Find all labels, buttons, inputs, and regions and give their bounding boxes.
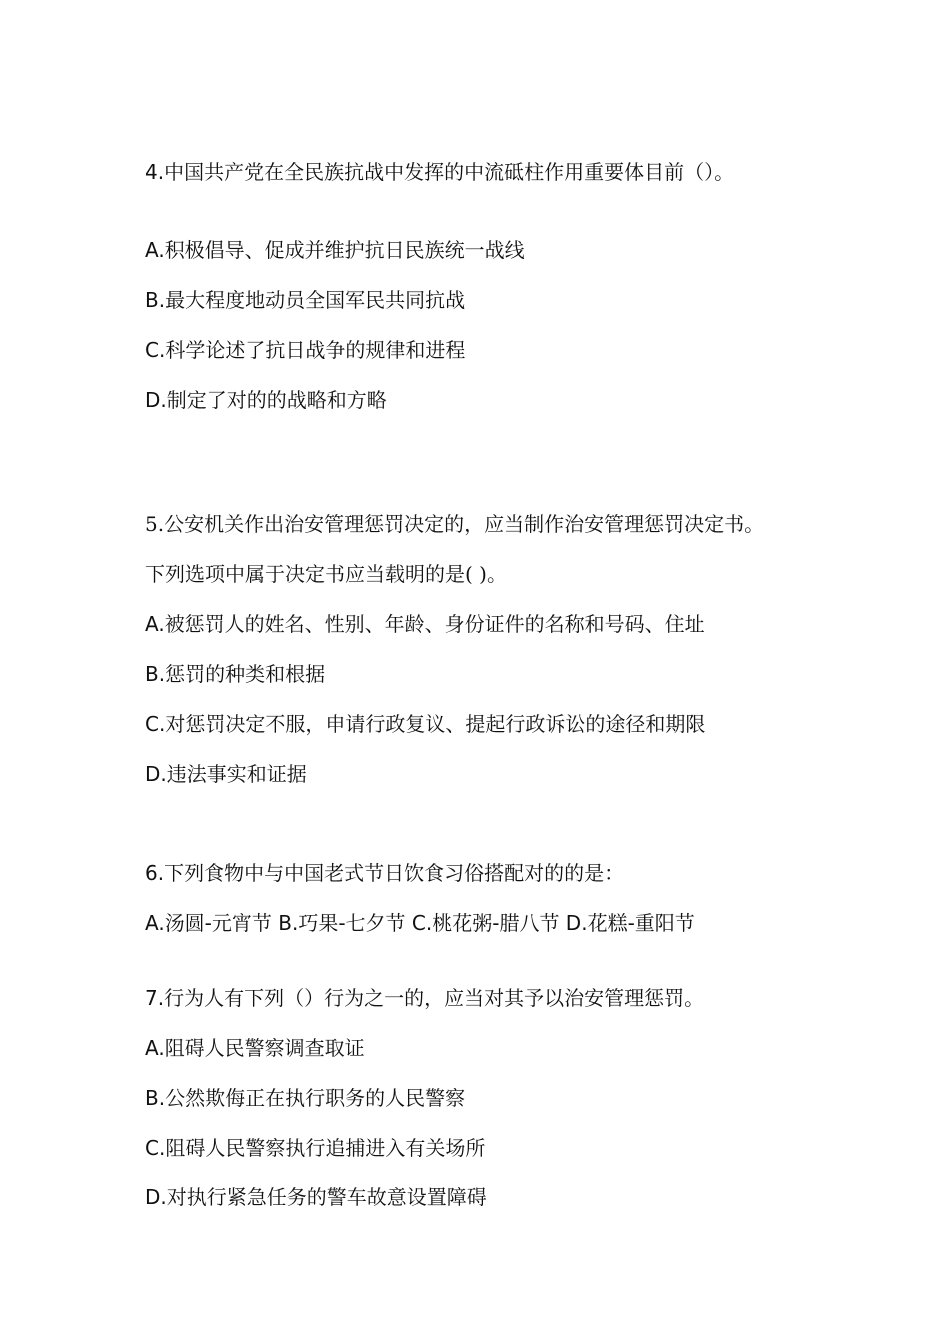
question-5-option-d: D.违法事实和证据	[145, 762, 307, 786]
question-5-stem-line2: 下列选项中属于决定书应当载明的是( )。	[145, 562, 507, 586]
question-5-option-a: A.被惩罚人的姓名、性别、年龄、身份证件的名称和号码、住址	[145, 612, 705, 636]
question-7-option-d: D.对执行紧急任务的警车故意设置障碍	[145, 1185, 487, 1209]
question-4-option-a: A.积极倡导、促成并维护抗日民族统一战线	[145, 238, 525, 262]
question-4-option-c: C.科学论述了抗日战争的规律和进程	[145, 338, 466, 362]
question-4-stem: 4.中国共产党在全民族抗战中发挥的中流砥柱作用重要体目前（）。	[145, 160, 735, 184]
question-5-stem-line1: 5.公安机关作出治安管理惩罚决定的，应当制作治安管理惩罚决定书。	[145, 512, 765, 536]
question-7-option-c: C.阻碍人民警察执行追捕进入有关场所	[145, 1136, 486, 1160]
question-7-option-b: B.公然欺侮正在执行职务的人民警察	[145, 1086, 466, 1110]
question-4-option-b: B.最大程度地动员全国军民共同抗战	[145, 288, 466, 312]
question-5-option-b: B.惩罚的种类和根据	[145, 662, 326, 686]
question-5-option-c: C.对惩罚决定不服，申请行政复议、提起行政诉讼的途径和期限	[145, 712, 706, 736]
question-6-options: A.汤圆-元宵节 B.巧果-七夕节 C.桃花粥-腊八节 D.花糕-重阳节	[145, 911, 695, 935]
question-7-stem: 7.行为人有下列（）行为之一的，应当对其予以治安管理惩罚。	[145, 986, 705, 1010]
question-7-option-a: A.阻碍人民警察调查取证	[145, 1036, 365, 1060]
question-6-stem: 6.下列食物中与中国老式节日饮食习俗搭配对的的是：	[145, 861, 625, 885]
question-4-option-d: D.制定了对的的战略和方略	[145, 388, 387, 412]
